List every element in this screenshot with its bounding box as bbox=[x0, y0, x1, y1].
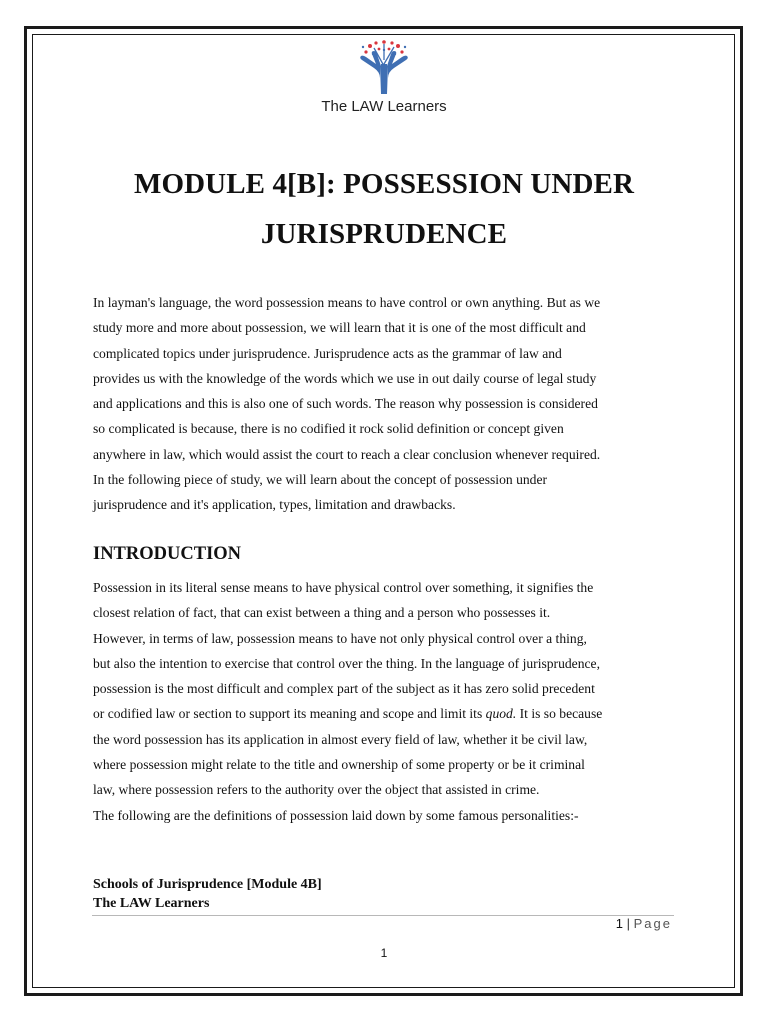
emphasis-quod: quod. bbox=[485, 706, 517, 722]
text-segment: It is so because bbox=[516, 706, 603, 722]
text-line: so complicated is because, there is no codified it rock solid definition or concept given bbox=[93, 421, 564, 437]
text-line: anywhere in law, which would assist the court to reach a clear conclusion whenever required. bbox=[93, 446, 601, 462]
footer-publisher: The LAW Learners bbox=[93, 896, 210, 911]
page-label-separator: | bbox=[623, 916, 634, 931]
text-line: where possession might relate to the title and ownership of some property or be it criminal bbox=[93, 757, 585, 773]
page-label bbox=[616, 916, 672, 931]
text-line: study more and more about possession, we will learn that it is one of the most difficult and bbox=[93, 320, 586, 336]
document-title-line-1: MODULE 4[B]: POSSESSION UNDER bbox=[134, 168, 634, 200]
logo-text: The LAW Learners bbox=[321, 98, 447, 115]
text-line: but also the intention to exercise that control over the thing. In the language of jurisprudence, bbox=[93, 655, 600, 671]
text-line: the word possession has its application in almost every field of law, whether it be civil law, bbox=[93, 731, 588, 747]
law-learners-logo bbox=[316, 40, 452, 122]
text-line: law, where possession refers to the authority over the object that assisted in crime. bbox=[93, 782, 540, 798]
document-title-line-2: JURISPRUDENCE bbox=[260, 218, 508, 250]
text-line: closest relation of fact, that can exist between a thing and a person who possesses it. bbox=[93, 605, 551, 621]
section-heading-introduction: INTRODUCTION bbox=[93, 544, 242, 564]
footer-module-title: Schools of Jurisprudence [Module 4B] bbox=[93, 877, 322, 892]
text-line: However, in terms of law, possession means to have not only physical control over a thing, bbox=[93, 630, 587, 646]
text-line-with-emphasis bbox=[93, 701, 674, 726]
text-line: jurisprudence and it's application, types, limitation and drawbacks. bbox=[93, 497, 456, 513]
text-line: The following are the definitions of possession laid down by some famous personalities:- bbox=[93, 807, 579, 823]
text-line: possession is the most difficult and complex part of the subject as it has zero solid precedent bbox=[93, 681, 595, 697]
text-line: In the following piece of study, we will learn about the concept of possession under bbox=[93, 472, 548, 488]
text-line: Possession in its literal sense means to have physical control over something, it signifies the bbox=[93, 580, 594, 595]
page-number: 1 bbox=[380, 946, 388, 960]
introduction-paragraph bbox=[93, 575, 674, 828]
text-line: In layman's language, the word possession means to have control or own anything. But as we bbox=[93, 295, 601, 310]
text-segment: or codified law or section to support its meaning and scope and limit its bbox=[93, 706, 486, 722]
intro-paragraph bbox=[93, 290, 674, 518]
tree-hands-icon bbox=[350, 40, 418, 96]
footer-divider bbox=[92, 915, 674, 916]
text-line: provides us with the knowledge of the words which we use in out daily course of legal study bbox=[93, 370, 597, 386]
text-line: complicated topics under jurisprudence. Jurisprudence acts as the grammar of law and bbox=[93, 345, 562, 361]
page-label-number: 1 bbox=[615, 916, 624, 931]
page-label-word: Page bbox=[633, 916, 672, 931]
text-line: and applications and this is also one of such words. The reason why possession is considered bbox=[93, 396, 598, 412]
